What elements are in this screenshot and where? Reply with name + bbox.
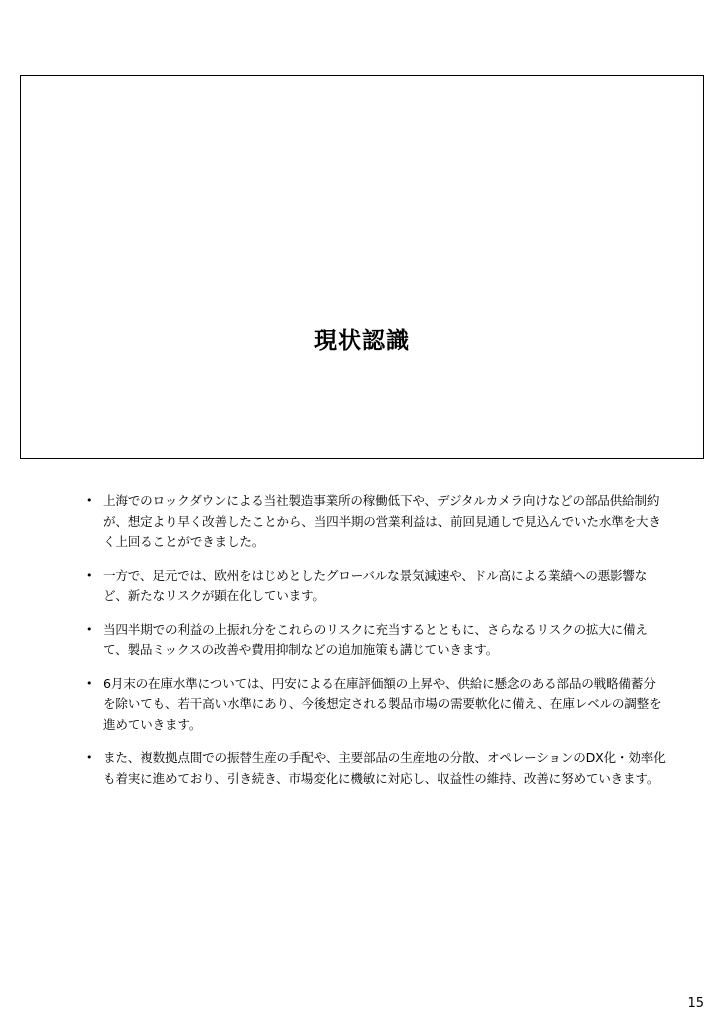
bullet-text: 上海でのロックダウンによる当社製造事業所の稼働低下や、デジタルカメラ向けなどの部品供給制約が、想定より早く改善したことから、当四半期の営業利益は、前回見通しで見込んでいた水準を大きく上回ることができました。 bbox=[103, 493, 661, 549]
bullet-text: 当四半期での利益の上振れ分をこれらのリスクに充当するとともに、さらなるリスクの拡大に備えて、製品ミックスの改善や費用抑制などの追加施策も講じていきます。 bbox=[103, 621, 648, 657]
bullet-icon: • bbox=[86, 751, 93, 764]
bullet-icon: • bbox=[86, 568, 93, 582]
slide-title: 現状認識 bbox=[314, 328, 410, 354]
bullet-icon: • bbox=[86, 676, 93, 690]
slide-thumbnail bbox=[20, 75, 704, 459]
bullet-icon: • bbox=[86, 622, 93, 636]
bullet-text: 一方で、足元では、欧州をはじめとしたグローバルな景気減速や、ドル高による業績への悪影響など、新たなリスクが顕在化しています。 bbox=[103, 567, 648, 603]
bullet-text: また、複数拠点間での振替生産の手配や、主要部品の生産地の分散、オペレーションのDX化・効率化も着実に進めており、引き続き、市場変化に機敏に対応し、収益性の維持、改善に努めていきます。 bbox=[103, 750, 666, 786]
list-item bbox=[86, 620, 666, 661]
list-item bbox=[86, 674, 666, 736]
list-item bbox=[86, 566, 666, 607]
bullet-text: 6月末の在庫水準については、円安による在庫評価額の上昇や、供給に懸念のある部品の戦略備蓄分を除いても、若干高い水準にあり、今後想定される製品市場の需要軟化に備え、在庫レベルの調整を進めていきます。 bbox=[103, 675, 662, 732]
page-number: 15 bbox=[687, 996, 704, 1011]
list-item bbox=[86, 491, 666, 553]
notes-bullet-list bbox=[86, 491, 666, 802]
list-item bbox=[86, 748, 666, 789]
bullet-icon: • bbox=[86, 494, 93, 507]
